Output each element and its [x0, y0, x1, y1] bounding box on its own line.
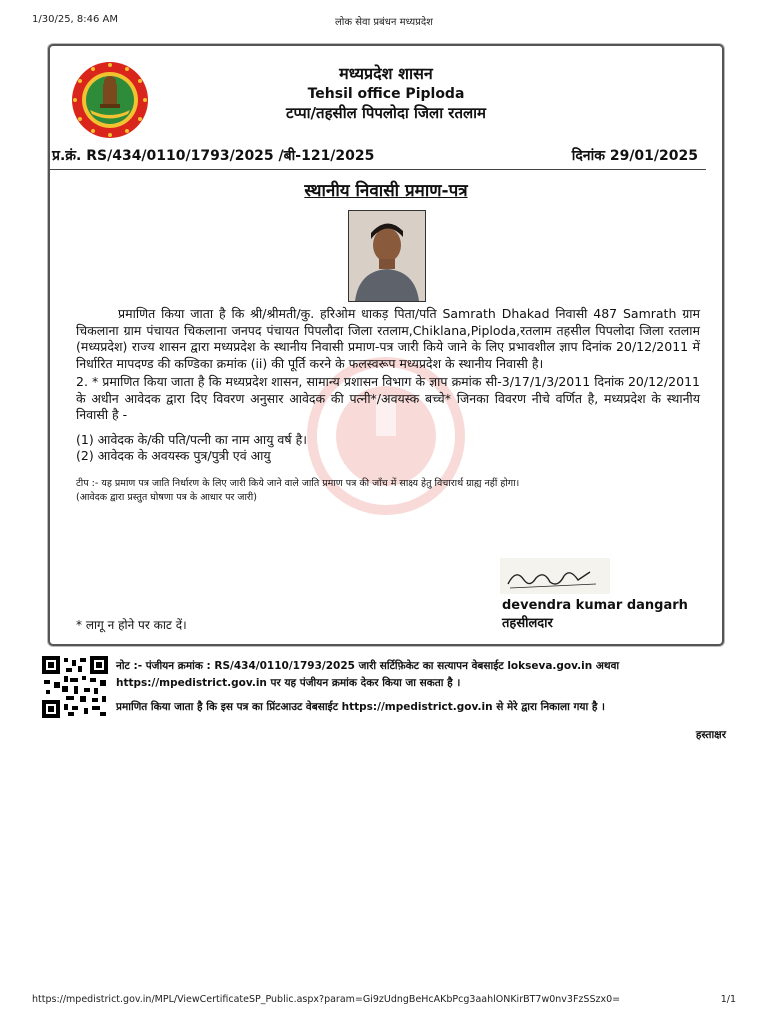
- divider: [50, 169, 706, 170]
- dependents-list: [76, 432, 700, 465]
- children-item: (2) आवेदक के अवयस्क पुत्र/पुत्री एवं आयु: [76, 448, 271, 463]
- print-footer: [32, 994, 736, 1010]
- tehsil-district: टप्पा/तहसील पिपलोदा जिला रतलाम: [285, 104, 487, 122]
- page-url: https://mpedistrict.gov.in/MPL/ViewCertificateSP_Public.aspx?param=Gi9zUdngBeHcAKbPcg3aahlONKirBT7w0nv3FzSSzx0=: [32, 994, 621, 1005]
- certificate-header: [50, 62, 722, 123]
- signer-title: तहसीलदार: [502, 616, 553, 631]
- certificate-title: स्थानीय निवासी प्रमाण-पत्र: [304, 181, 468, 201]
- certification-paragraph-1: प्रमाणित किया जाता है कि श्री/श्रीमती/कु. हरिओम धाकड़ पिता/पति Samrath Dhakad निवासी 487 Samrath ग्राम चिकलाना ग्राम पंचायत चिकलाना जनपद पंचायत पिपलौदा जिला रतलाम,Chiklana,Piploda,रतलाम तहसील पिपलोदा जिला रतलाम (मध्यप्रदेश) राज्य शासन द्वारा मध्यप्रदेश के स्थानीय निवासी प्रमाण-पत्र जारी किये जाने के लिए प्रभावशील ज्ञाप दिनांक 20/12/2011 में निर्धारित मापदण्ड की कण्डिका क्रमांक (ii) की पूर्ति करने के फलस्वरूप मध्यप्रदेश के स्थानीय निवासी है।: [76, 306, 700, 371]
- certificate: [48, 44, 724, 646]
- strike-out-note: * लागू न होने पर काट दें।: [76, 618, 187, 632]
- office-name: Tehsil office Piploda: [307, 86, 465, 102]
- printout-statement: प्रमाणित किया जाता है कि इस पत्र का प्रिंटआउट वेबसाईट https://mpedistrict.gov.in से मेरे द्वारा निकाला गया है ।: [116, 701, 606, 713]
- spouse-item: (1) आवेदक के/की पति/पत्नी का नाम आयु वर्ष है।: [76, 431, 307, 447]
- reference-number: प्र.क्रं. RS/434/0110/1793/2025 /बी-121/2025: [52, 148, 375, 164]
- basis-text: (आवेदक द्वारा प्रस्तुत घोषणा पत्र के आधार पर जारी): [76, 491, 257, 503]
- issue-date: दिनांक 29/01/2025: [571, 148, 698, 164]
- print-page-title: लोक सेवा प्रबंधन मध्यप्रदेश: [335, 17, 433, 28]
- tip-text: टीप :- यह प्रमाण पत्र जाति निर्धारण के लिए जारी किये जाने वाले जाति प्रमाण पत्र की जाँच में साक्ष्य हेतु विचारार्थ ग्राह्य नहीं होगा।: [76, 477, 520, 489]
- person-photo-icon: [349, 211, 425, 301]
- page-number: 1/1: [720, 994, 736, 1005]
- print-header: [32, 14, 736, 30]
- certificate-body: [76, 306, 700, 505]
- signature-label: हस्ताक्षर: [695, 729, 726, 741]
- qr-code-icon: [42, 656, 108, 718]
- applicant-photo: [348, 210, 426, 302]
- print-datetime: 1/30/25, 8:46 AM: [32, 14, 119, 25]
- certification-paragraph-2: 2. * प्रमाणित किया जाता है कि मध्यप्रदेश शासन, सामान्य प्रशासन विभाग के ज्ञाप क्रमांक सी-3/17/1/3/2011 दिनांक 20/12/2011 के अधीन आवेदक द्वारा दिए विवरण अनुसार आवेदक की पत्नी*/अवयस्क बच्चे* जिनका विवरण नीचे वर्णित है, मध्यप्रदेश के स्थानीय निवासी है -: [76, 374, 700, 422]
- government-name: मध्यप्रदेश शासन: [339, 64, 433, 83]
- tip-note: [76, 477, 700, 505]
- signing-authority: [502, 597, 688, 633]
- verification-note: नोट :- पंजीयन क्रमांक : RS/434/0110/1793/2025 जारी सर्टिफ़िकेट का सत्यापन वेबसाईट lokseva.gov.in अथवा https://mpedistrict.gov.in पर यह पंजीयन क्रमांक देकर किया जा सकता है ।: [116, 660, 620, 689]
- signer-name: devendra kumar dangarh: [502, 598, 688, 613]
- reference-line: [52, 146, 698, 165]
- signature-image: [500, 558, 610, 594]
